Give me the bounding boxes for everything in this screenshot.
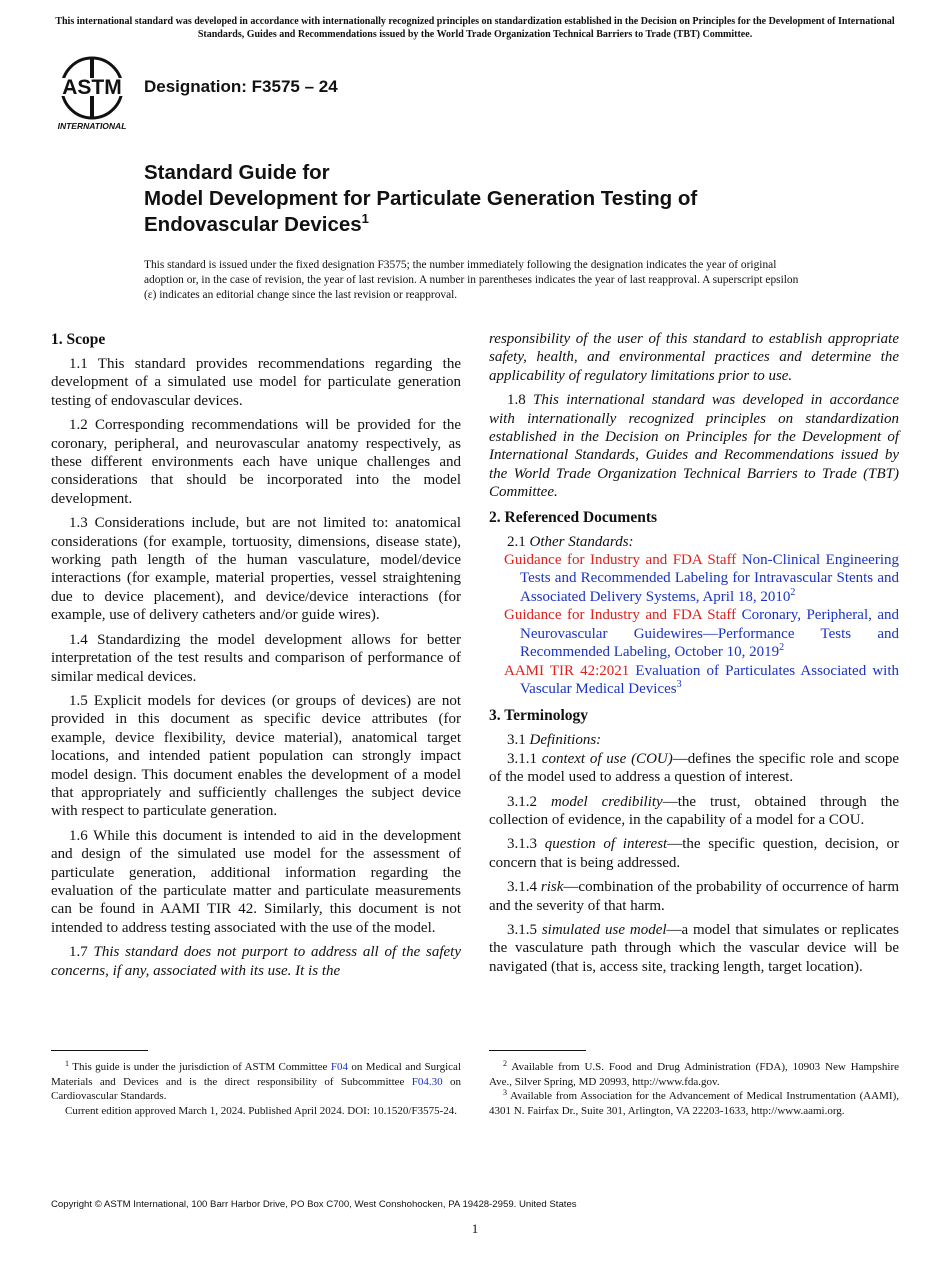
footnote-2-text: Available from U.S. Food and Drug Administration (FDA), 10903 New Hampshire Ave., Silver Spring, MD 20993, http://www.fda.gov. — [489, 1061, 899, 1088]
definition-num: 3.1.2 — [507, 793, 537, 810]
reference-item[interactable] — [489, 606, 899, 661]
definition-item — [489, 750, 899, 787]
other-standards-num: 2.1 — [507, 533, 526, 550]
footnote-1 — [51, 1060, 461, 1104]
reference-footnote-mark: 2 — [779, 642, 785, 654]
definition-num: 3.1.1 — [507, 750, 537, 767]
definition-num: 3.1.4 — [507, 879, 537, 896]
logo-subtext: INTERNATIONAL — [57, 121, 127, 131]
title-line-3-text: Endovascular Devices — [144, 213, 362, 236]
footnote-left — [51, 1060, 461, 1118]
definition-text: —a model that simulates or replicates the vasculature path through which the vascular device will be navigated (that is, access site, tracking length, target location). — [489, 921, 899, 975]
logo-text: ASTM — [62, 76, 122, 99]
wto-notice: This international standard was developed in accordance with internationally recognized principles on standardization established in the Decision on Principles for the Development of International Standards, Guides and Recommendations issued by the World Trade Organization Technical Barriers to Trade (TBT) Committee. — [55, 16, 895, 40]
committee-link[interactable]: F04 — [330, 1061, 348, 1073]
terminology-heading: 3. Terminology — [489, 707, 589, 725]
scope-1-8-num: 1.8 — [507, 392, 526, 409]
scope-1-7-text: This standard does not purport to address all of the safety concerns, if any, associated with its use. It is the — [51, 944, 462, 979]
reference-org-link[interactable]: Guidance for Industry and FDA Staff — [504, 607, 737, 624]
footnote-rule-right — [489, 1050, 586, 1051]
designation: Designation: F3575 – 24 — [144, 77, 338, 96]
other-standards-label — [489, 533, 899, 551]
footnote-1-mark: 1 — [65, 1059, 69, 1068]
scope-1-3: 1.3 Considerations include, but are not limited to: anatomical considerations (for example, tortuosity, dimensions, disease state), working path length of the human vasculature, model/device interactions (for example, material properties, vessel straightening due to device placement), and device/device interactions (for example, use of delivery catheters and/or guide wires). — [51, 515, 461, 624]
left-column — [51, 330, 461, 980]
definition-term: risk — [540, 879, 564, 896]
reference-title-link[interactable]: Non-Clinical Engineering Tests and Recommended Labeling for Intravascular Stents and Associated Delivery Systems, April 18, 2010 — [520, 552, 899, 605]
definition-item — [489, 835, 899, 872]
definition-term: question of interest — [544, 836, 668, 853]
definitions-label — [489, 731, 899, 749]
reference-footnote-mark: 3 — [676, 678, 682, 690]
reference-org-link[interactable]: Guidance for Industry and FDA Staff — [504, 552, 737, 569]
definition-term: simulated use model — [541, 921, 667, 938]
footnote-2 — [489, 1060, 899, 1089]
definition-term: context of use (COU) — [541, 750, 673, 767]
footnote-1-text-c: on Cardiovascular Standards. — [51, 1075, 462, 1102]
subcommittee-link[interactable]: F04.30 — [411, 1075, 443, 1088]
definition-item — [489, 878, 899, 915]
definitions-num: 3.1 — [507, 732, 526, 749]
definition-num: 3.1.3 — [507, 836, 537, 853]
copyright: Copyright © ASTM International, 100 Barr Harbor Drive, PO Box C700, West Conshohocken, PA 19428-2959. United States — [51, 1199, 577, 1210]
scope-1-4: 1.4 Standardizing the model development allows for better interpretation of the test results and comparison of performance of similar medical devices. — [51, 631, 461, 685]
title-line-3 — [144, 212, 864, 238]
footnote-3-text: Available from Association for the Advancement of Medical Instrumentation (AAMI), 4301 N. Fairfax Dr., Suite 301, Arlington, VA 22203-1633, http://www.aami.org. — [489, 1090, 899, 1117]
reference-title-link[interactable]: Evaluation of Particulates Associated with Vascular Medical Devices — [520, 662, 900, 697]
right-column — [489, 330, 899, 976]
title-line-2: Model Development for Particulate Generation Testing of — [144, 187, 698, 210]
title-footnote-mark: 1 — [361, 211, 369, 226]
definition-item — [489, 921, 899, 976]
reference-item[interactable] — [489, 662, 899, 699]
page-number: 1 — [471, 1221, 479, 1236]
scope-heading: 1. Scope — [51, 331, 106, 348]
other-standards-text: Other Standards: — [529, 533, 634, 550]
footnote-1-text-a: This guide is under the jurisdiction of ASTM Committee — [72, 1061, 328, 1073]
definition-num: 3.1.5 — [507, 921, 537, 938]
footnote-1-text-b: on Medical and Surgical Materials and Devices and is the direct responsibility of Subcommittee — [51, 1061, 462, 1088]
astm-logo-graphic — [52, 56, 136, 132]
scope-1-7-continued: responsibility of the user of this standard to establish appropriate safety, health, and environmental practices and determine the applicability of regulatory limitations prior to use. — [489, 331, 899, 384]
definition-item — [489, 793, 899, 830]
title-line-1: Standard Guide for — [144, 161, 330, 184]
scope-1-8-text: This international standard was developed in accordance with internationally recognized principles on standardization established in the Decision on Principles for the Development of International Standards, Guides and Recommendations issued by the World Trade Organization Technical Barriers to Trade (TBT) Committee. — [489, 392, 899, 501]
referenced-heading: 2. Referenced Documents — [489, 508, 658, 526]
definition-text: —combination of the probability of occurrence of harm and the severity of that harm. — [489, 879, 900, 914]
footnote-3 — [489, 1089, 899, 1118]
scope-1-1: 1.1 This standard provides recommendations regarding the development of a simulated use model for particulate generation testing of endovascular devices. — [51, 356, 461, 409]
definition-text: —the specific question, decision, or concern that is being addressed. — [489, 836, 900, 871]
definitions-text: Definitions: — [529, 732, 602, 749]
document-title — [144, 160, 864, 238]
edition-note: Current edition approved March 1, 2024. Published April 2024. DOI: 10.1520/F3575-24. — [65, 1104, 457, 1117]
reference-org-link[interactable]: AAMI TIR 42:2021 — [504, 662, 630, 679]
reference-item[interactable] — [489, 551, 899, 606]
footnote-2-mark: 2 — [503, 1059, 507, 1068]
footnote-rule-left — [51, 1050, 148, 1051]
scope-1-8 — [489, 391, 899, 501]
scope-1-7 — [51, 943, 461, 980]
reference-footnote-mark: 2 — [790, 586, 796, 598]
reference-title-link[interactable]: Coronary, Peripheral, and Neurovascular Guidewires—Performance Tests and Recommended Labeling, October 10, 2019 — [520, 607, 899, 661]
astm-logo — [52, 56, 136, 132]
scope-1-7-num: 1.7 — [69, 944, 88, 961]
scope-1-5: 1.5 Explicit models for devices (or groups of devices) are not provided in this document as specific device attributes (for example, device flexibility, device material), anatomical target locations, and intended patient population can strongly impact model design. This document enables the development of a model that appropriately and sufficiently challenges the subject device with respect to particulate generation. — [51, 692, 461, 820]
issued-note: This standard is issued under the fixed designation F3575; the number immediately following the designation indicates the year of original adoption or, in the case of revision, the year of last revision. A number in parentheses indicates the year of last reapproval. A superscript epsilon (ε) indicates an editorial change since the last revision or reapproval. — [144, 259, 799, 301]
scope-1-2: 1.2 Corresponding recommendations will be provided for the coronary, peripheral, and neurovascular anatomy respectively, as these different environments each have unique challenges and considerations that should be incorporated into the model development. — [51, 417, 461, 507]
footnote-right — [489, 1060, 899, 1118]
footnote-3-mark: 3 — [503, 1088, 507, 1097]
definition-text: —the trust, obtained through the collection of evidence, in the capability of a model for a COU. — [489, 793, 900, 828]
scope-1-6: 1.6 While this document is intended to aid in the development and design of the simulated use model for the assessment of particulate generation, additional information regarding the evaluation of the particulate matter and particulate measurements can be found in AAMI TIR 42. Similarly, this document is not intended to address testing associated with the use of the model. — [51, 827, 461, 936]
definition-term: model credibility — [550, 793, 663, 810]
definition-text: —defines the specific role and scope of the model used to address a question of interest. — [489, 750, 900, 786]
